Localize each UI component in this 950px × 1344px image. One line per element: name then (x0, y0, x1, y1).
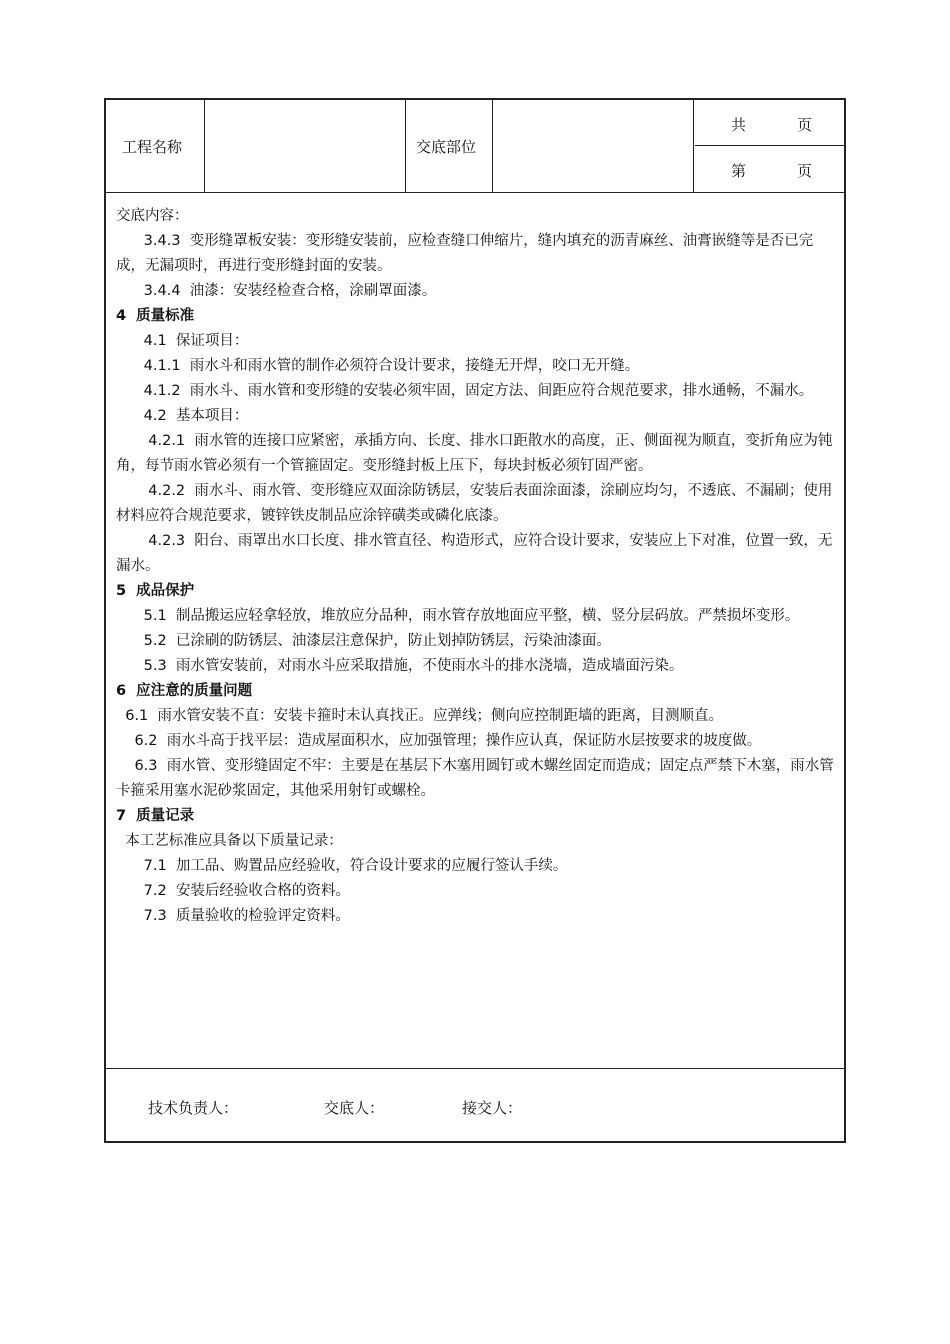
divider (405, 100, 406, 192)
form-header (106, 100, 844, 193)
content-paragraph: 6.3 雨水管、变形缝固定不牢：主要是在基层下木塞用圆钉或木螺丝固定而造成；固定点严禁下木塞，雨水管卡箍采用塞水泥砂浆固定，其他采用射钉或螺栓。 (116, 758, 834, 799)
page-label: 第 (731, 162, 747, 180)
divider (492, 100, 493, 192)
content-paragraph: 7.3 质量验收的检验评定资料。 (116, 908, 350, 924)
content-paragraph: 4.2 基本项目： (116, 408, 249, 424)
project-name-value (207, 100, 403, 192)
section-heading: 7 质量记录 (116, 808, 195, 824)
disclosure-content (116, 204, 838, 929)
total-page-unit: 页 (797, 116, 813, 134)
tech-lead-label: 技术负责人： (148, 1099, 239, 1117)
content-paragraph: 5.1 制品搬运应轻拿轻放，堆放应分品种，雨水管存放地面应平整，横、竖分层码放。严禁损坏变形。 (116, 608, 800, 624)
section-heading: 5 成品保护 (116, 583, 195, 599)
total-pages-cell (695, 100, 846, 146)
content-paragraph: 4.2.3 阳台、雨罩出水口长度、排水管直径、构造形式，应符合设计要求，安装应上下对准，位置一致，无漏水。 (116, 533, 833, 574)
content-paragraph: 本工艺标准应具备以下质量记录： (116, 833, 343, 849)
content-paragraph: 3.4.4 油漆：安装经检查合格，涂刷罩面漆。 (116, 283, 437, 299)
section-heading: 6 应注意的质量问题 (116, 683, 253, 699)
page-number-cell (695, 146, 846, 191)
content-paragraph: 4.1.1 雨水斗和雨水管的制作必须符合设计要求，接缝无开焊，咬口无开缝。 (116, 358, 640, 374)
content-paragraph: 5.2 已涂刷的防锈层、油漆层注意保护，防止划掉防锈层，污染油漆面。 (116, 633, 611, 649)
position-value (495, 100, 691, 192)
content-paragraph: 4.1 保证项目： (116, 333, 249, 349)
discloser-label: 交底人： (324, 1099, 385, 1117)
section-heading: 4 质量标准 (116, 308, 195, 324)
signature-row (106, 1068, 844, 1144)
disclosure-form (104, 98, 846, 1143)
content-paragraph: 7.1 加工品、购置品应经验收，符合设计要求的应履行签认手续。 (116, 858, 568, 874)
total-label: 共 (731, 116, 747, 134)
content-paragraph: 6.1 雨水管安装不直：安装卡箍时未认真找正。应弹线；侧向应控制距墙的距离，目测顺直。 (116, 708, 723, 724)
divider (204, 100, 205, 192)
content-paragraph: 6.2 雨水斗高于找平层：造成屋面积水，应加强管理；操作应认真，保证防水层按要求的坡度做。 (116, 733, 762, 749)
page-unit: 页 (797, 162, 813, 180)
content-paragraph: 4.2.1 雨水管的连接口应紧密，承插方向、长度、排水口距散水的高度，正、侧面视为顺直，变折角应为钝角，每节雨水管必须有一个管箍固定。变形缝封板上压下，每块封板必须钉固严密。 (116, 433, 833, 474)
position-label: 交底部位 (416, 138, 477, 156)
content-paragraph: 4.1.2 雨水斗、雨水管和变形缝的安装必须牢固，固定方法、间距应符合规范要求，排水通畅，不漏水。 (116, 383, 814, 399)
content-paragraph: 7.2 安装后经验收合格的资料。 (116, 883, 350, 899)
divider (693, 100, 694, 192)
content-paragraph: 5.3 雨水管安装前，对雨水斗应采取措施，不使雨水斗的排水浇墙，造成墙面污染。 (116, 658, 684, 674)
receiver-label: 接交人： (462, 1099, 523, 1117)
content-paragraph: 4.2.2 雨水斗、雨水管、变形缝应双面涂防锈层，安装后表面涂面漆，涂刷应均匀，不透底、不漏刷；使用材料应符合规范要求，镀锌铁皮制品应涂锌磺类或磷化底漆。 (116, 483, 833, 524)
content-intro: 交底内容： (116, 208, 189, 224)
content-paragraph: 3.4.3 变形缝罩板安装：变形缝安装前，应检查缝口伸缩片，缝内填充的沥青麻丝、油膏嵌缝等是否已完成，无漏项时，再进行变形缝封面的安装。 (116, 233, 814, 274)
project-name-label: 工程名称 (122, 138, 183, 156)
